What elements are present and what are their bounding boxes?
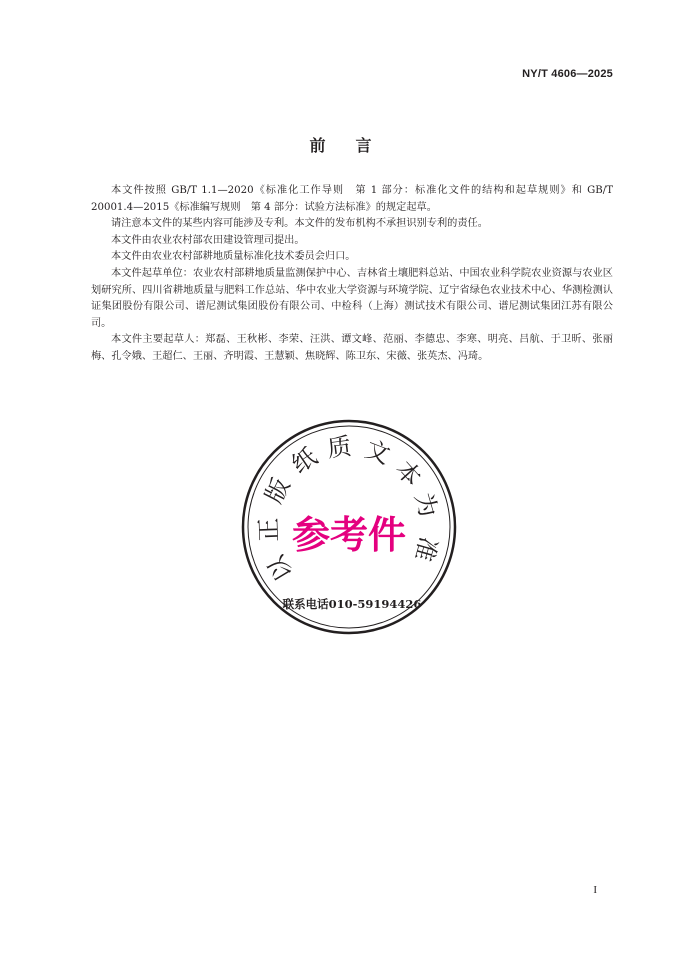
stamp-phone-text: 联系电话010-59194426 [282, 597, 422, 611]
stamp-ring-text [255, 432, 443, 585]
paragraph-drafters: 本文件主要起草人：郑磊、王秋彬、李荣、汪洪、谭文峰、范丽、李德忠、李寒、明亮、吕航、于卫昕、张丽梅、孔令娥、王超仁、王丽、齐明霞、王慧颖、焦晓辉、陈卫东、宋薇、张英杰、冯琦。 [91, 334, 613, 362]
stamp-ring-char: 纸 [286, 442, 323, 480]
foreword-body [91, 183, 613, 366]
stamp-ring-char: 本 [390, 455, 427, 492]
reference-stamp [240, 418, 458, 636]
stamp-ring-char: 质 [325, 432, 353, 463]
stamp-ring-char: 以 [262, 550, 299, 586]
paragraph-proposer: 本文件由农业农村部农田建设管理司提出。 [111, 234, 305, 246]
stamp-ring-char: 文 [361, 434, 394, 470]
page-title: 前言 [309, 136, 402, 155]
stamp-ring-char: 版 [259, 473, 296, 508]
stamp-ring-char: 为 [409, 489, 443, 521]
stamp-ring-char: 准 [409, 533, 443, 565]
standard-code: NY/T 4606—2025 [522, 68, 613, 80]
stamp-center-text: 参考件 [291, 513, 407, 557]
page-number: I [593, 884, 597, 896]
paragraph-drafting-rules: 本文件按照 GB/T 1.1—2020《标准化工作导则 第 1 部分：标准化文件的结构和起草规则》和 GB/T 20001.4—2015《标准编写规则 第 4 部分：试验方法标准》的规定起草。 [91, 185, 613, 213]
paragraph-technical-committee: 本文件由农业农村部耕地质量标准化技术委员会归口。 [111, 251, 356, 263]
stamp-ring-char: 正 [254, 517, 284, 543]
paragraph-drafting-units: 本文件起草单位：农业农村部耕地质量监测保护中心、吉林省土壤肥料总站、中国农业科学院农业资源与农业区划研究所、四川省耕地质量与肥料工作总站、华中农业大学资源与环境学院、辽宁省绿色农业技术中心、华测检测认证集团股份有限公司、谱尼测试集团股份有限公司、中检科（上海）测试技术有限公司、谱尼测试集团江苏有限公司。 [91, 267, 613, 329]
paragraph-patent-notice: 请注意本文件的某些内容可能涉及专利。本文件的发布机构不承担识别专利的责任。 [111, 218, 488, 230]
